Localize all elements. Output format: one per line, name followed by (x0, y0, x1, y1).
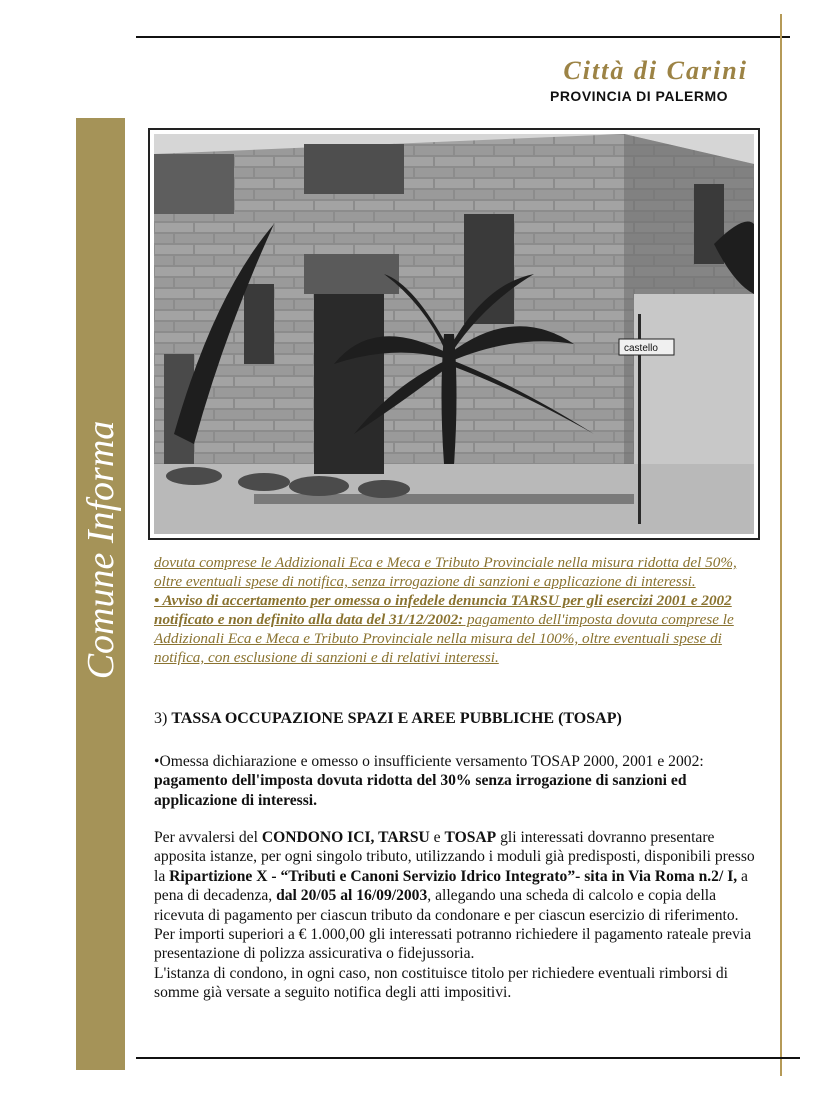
closing-text-4: a pena di decadenza, (154, 867, 748, 905)
olive-section (154, 553, 766, 667)
section3-bullet (154, 752, 768, 810)
section3-heading (154, 710, 622, 728)
province-title: PROVINCIA DI PALERMO (549, 88, 728, 104)
building-photo (148, 128, 760, 540)
sidebar-title-wrap (76, 380, 125, 720)
right-rule (780, 14, 782, 1076)
section3-number: 3) (154, 710, 168, 727)
closing-bold-2: TOSAP (444, 829, 497, 846)
closing-bold-4: dal 20/05 al 16/09/2003 (276, 887, 428, 905)
closing-paragraph-2: Per importi superiori a € 1.000,00 gli interessati potranno richiedere il pagamento rateale previa presentazione di polizza assicurativa o fidejussoria. (154, 926, 752, 963)
closing-text-5: , allegando una scheda di calcolo e copia della ricevuta di pagamento per ciascun tributo da condonare e per ciascun esercizio di riferimento. (154, 887, 739, 924)
city-title: Città di Carini (563, 56, 748, 85)
olive-paragraph-1: dovuta comprese le Addizionali Eca e Meca e Tributo Provinciale nella misura ridotta del 50%, oltre eventuali spese di notifica, senza irrogazione di sanzioni e applicazione di interessi. (154, 554, 737, 590)
closing-text-1: Per avvalersi del (154, 829, 262, 846)
section3-bullet-bold: pagamento dell'imposta dovuta ridotta del 30% senza irrogazione di sanzioni ed applicazione di interessi. (154, 772, 687, 809)
section3-title: TASSA OCCUPAZIONE SPAZI E AREE PUBBLICHE (TOSAP) (171, 710, 622, 727)
closing-text-3: gli interessati dovranno presentare apposita istanze, per ogni singolo tributo, utilizzando i moduli già predisposti, disponibili presso la (154, 829, 755, 885)
olive-paragraph-2: • Avviso di accertamento per omessa o infedele denuncia TARSU per gli esercizi 2001 e 2002 notificato e non definito alla data del 31/12/2002: pagamento dell'imposta dovuta comprese le Addizionali Eca e Meca e Tributo Provinciale nella misura del 100%, oltre eventuali spese di notifica, con esclusione di sanzioni e di relativi interessi. (154, 592, 734, 666)
closing-bold-1: CONDONO ICI, TARSU (261, 829, 430, 846)
closing-paragraph-3: L'istanza di condono, in ogni caso, non costituisce titolo per richiedere eventuali rimborsi di somme già versate a seguito notifica degli atti impositivi. (154, 964, 728, 1002)
top-rule (136, 36, 790, 38)
sidebar-title: Comune Informa (79, 420, 122, 680)
closing-text-2: e (429, 829, 445, 846)
bottom-rule (136, 1057, 800, 1059)
closing-paragraph (154, 828, 768, 1003)
building-photo-image (154, 134, 754, 534)
closing-bold-3: Ripartizione X - “Tributi e Canoni Servizio Idrico Integrato”- sita in Via Roma n.2/ I, (169, 867, 738, 885)
street-sign-text: castello (624, 343, 658, 354)
section3-bullet-text: •Omessa dichiarazione e omesso o insufficiente versamento TOSAP 2000, 2001 e 2002: (154, 753, 704, 770)
